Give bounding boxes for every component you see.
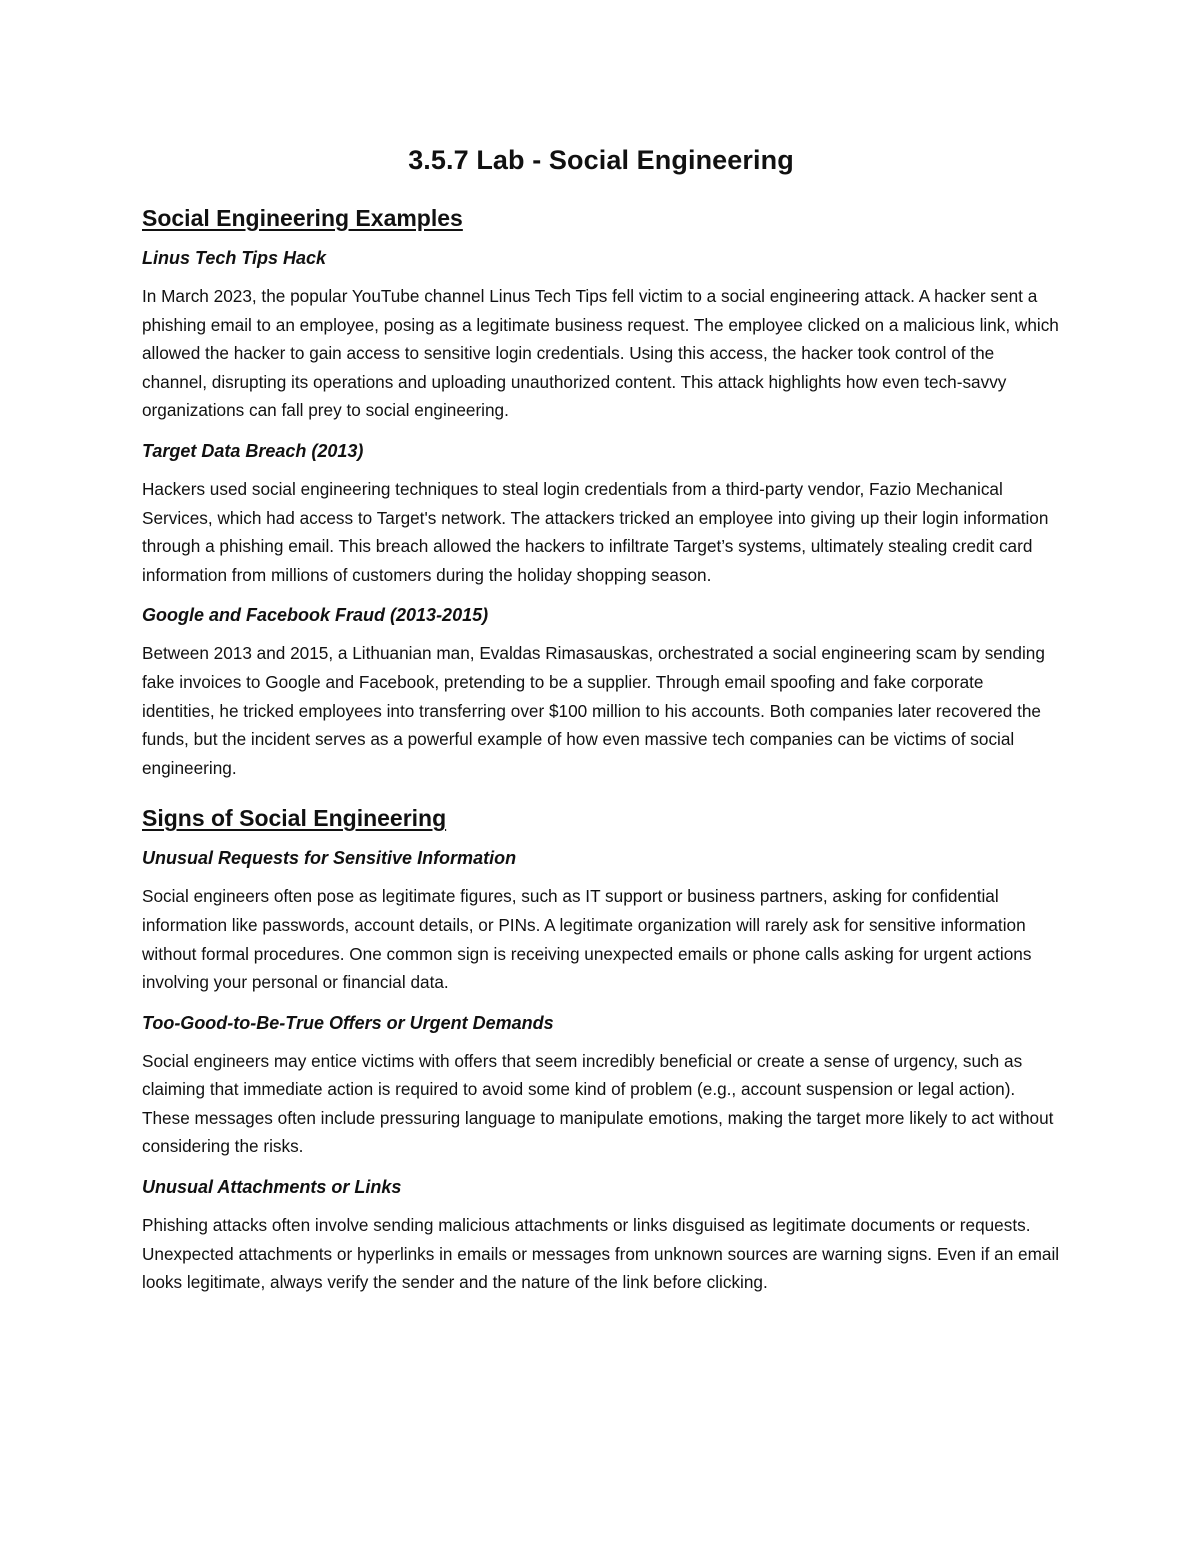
example-target-breach [142, 437, 1060, 589]
subheading: Too-Good-to-Be-True Offers or Urgent Demands [142, 1012, 554, 1033]
section-heading: Signs of Social Engineering [142, 805, 447, 832]
paragraph: Hackers used social engineering techniques to steal login credentials from a third-party vendor, Fazio Mechanical Services, which had access to Target's network. The attackers tricked an employee into giving up their login information through a phishing email. This breach allowed the hackers to infiltrate Target’s systems, ultimately stealing credit card information from millions of customers during the holiday shopping season. [142, 478, 1049, 585]
section-signs [142, 802, 1060, 1297]
sign-too-good-offers [142, 1009, 1060, 1161]
example-google-facebook-fraud [142, 601, 1060, 782]
section-heading: Social Engineering Examples [142, 205, 463, 231]
paragraph: In March 2023, the popular YouTube channel Linus Tech Tips fell victim to a social engineering attack. A hacker sent a phishing email to an employee, posing as a legitimate business request. The employee clicked on a malicious link, which allowed the hacker to gain access to sensitive login credentials. Using this access, the hacker took control of the channel, disrupting its operations and uploading unauthorized content. This attack highlights how even tech-savvy organizations can fall prey to social engineering. [142, 286, 1059, 421]
subheading: Unusual Attachments or Links [142, 1177, 402, 1198]
subheading: Unusual Requests for Sensitive Information [142, 848, 517, 869]
paragraph: Social engineers may entice victims with offers that seem incredibly beneficial or create a sense of urgency, such as claiming that immediate action is required to avoid some kind of problem (e.g., account suspension or legal action). These messages often include pressuring language to manipulate emotions, making the target more likely to act without considering the risks. [142, 1050, 1054, 1157]
document-title: 3.5.7 Lab - Social Engineering [408, 145, 794, 175]
example-linus-tech-tips [142, 244, 1060, 425]
paragraph: Between 2013 and 2015, a Lithuanian man, Evaldas Rimasauskas, orchestrated a social engineering scam by sending fake invoices to Google and Facebook, pretending to be a supplier. Through email spoofing and fake corporate identities, he tricked employees into transferring over $100 million to his accounts. Both companies later recovered the funds, but the incident serves as a powerful example of how even massive tech companies can be victims of social engineering. [142, 643, 1045, 778]
sign-unusual-requests [142, 844, 1060, 996]
subheading: Linus Tech Tips Hack [142, 248, 327, 268]
subheading: Target Data Breach (2013) [142, 440, 364, 461]
paragraph: Phishing attacks often involve sending malicious attachments or links disguised as legitimate documents or requests. Unexpected attachments or hyperlinks in emails or messages from unknown sources are warning signs. Even if an email looks legitimate, always verify the sender and the nature of the link before clicking. [142, 1215, 1060, 1293]
sign-unusual-attachments [142, 1173, 1060, 1297]
section-examples [142, 202, 1060, 782]
paragraph: Social engineers often pose as legitimate figures, such as IT support or business partners, asking for confidential information like passwords, account details, or PINs. A legitimate organization will rarely ask for sensitive information without formal procedures. One common sign is receiving unexpected emails or phone calls asking for urgent actions involving your personal or financial data. [142, 886, 1032, 993]
subheading: Google and Facebook Fraud (2013-2015) [142, 605, 489, 626]
